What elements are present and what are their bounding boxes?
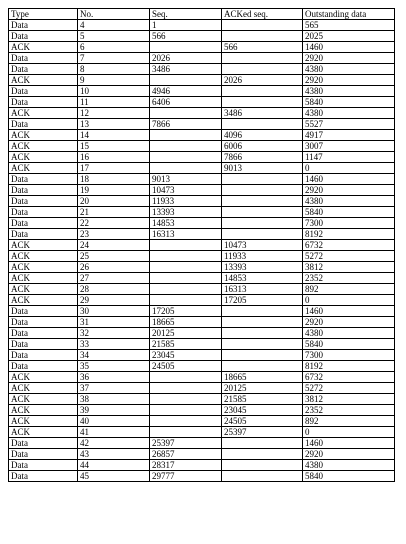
header-outstanding-data: Outstanding data bbox=[303, 9, 395, 20]
table-row bbox=[9, 64, 395, 75]
table-row bbox=[9, 97, 395, 108]
acked-seq-cell: 13393 bbox=[222, 262, 303, 273]
seq-cell bbox=[150, 262, 222, 273]
type-cell: Data bbox=[9, 53, 78, 64]
seq-cell: 21585 bbox=[150, 339, 222, 350]
type-cell: Data bbox=[9, 196, 78, 207]
no-cell: 37 bbox=[78, 383, 150, 394]
type-cell: ACK bbox=[9, 240, 78, 251]
outstanding-data-cell: 1460 bbox=[303, 174, 395, 185]
table-row bbox=[9, 218, 395, 229]
seq-cell bbox=[150, 152, 222, 163]
seq-cell bbox=[150, 251, 222, 262]
seq-cell bbox=[150, 42, 222, 53]
type-cell: Data bbox=[9, 471, 78, 482]
acked-seq-cell bbox=[222, 460, 303, 471]
no-cell: 38 bbox=[78, 394, 150, 405]
no-cell: 21 bbox=[78, 207, 150, 218]
seq-cell bbox=[150, 383, 222, 394]
table-row bbox=[9, 295, 395, 306]
seq-cell: 20125 bbox=[150, 328, 222, 339]
table-row bbox=[9, 42, 395, 53]
no-cell: 28 bbox=[78, 284, 150, 295]
type-cell: ACK bbox=[9, 108, 78, 119]
acked-seq-cell bbox=[222, 229, 303, 240]
table-row bbox=[9, 86, 395, 97]
outstanding-data-cell: 2920 bbox=[303, 185, 395, 196]
type-cell: ACK bbox=[9, 416, 78, 427]
acked-seq-cell: 4096 bbox=[222, 130, 303, 141]
no-cell: 20 bbox=[78, 196, 150, 207]
no-cell: 6 bbox=[78, 42, 150, 53]
table-row bbox=[9, 207, 395, 218]
outstanding-data-cell: 1460 bbox=[303, 306, 395, 317]
acked-seq-cell bbox=[222, 20, 303, 31]
seq-cell: 23045 bbox=[150, 350, 222, 361]
table-row bbox=[9, 339, 395, 350]
no-cell: 31 bbox=[78, 317, 150, 328]
table-row bbox=[9, 163, 395, 174]
type-cell: ACK bbox=[9, 163, 78, 174]
type-cell: ACK bbox=[9, 251, 78, 262]
seq-cell: 16313 bbox=[150, 229, 222, 240]
table-row bbox=[9, 394, 395, 405]
acked-seq-cell bbox=[222, 185, 303, 196]
type-cell: Data bbox=[9, 339, 78, 350]
seq-cell: 25397 bbox=[150, 438, 222, 449]
table-row bbox=[9, 460, 395, 471]
acked-seq-cell: 7866 bbox=[222, 152, 303, 163]
acked-seq-cell: 3486 bbox=[222, 108, 303, 119]
acked-seq-cell: 9013 bbox=[222, 163, 303, 174]
seq-cell: 1 bbox=[150, 20, 222, 31]
no-cell: 26 bbox=[78, 262, 150, 273]
seq-cell bbox=[150, 273, 222, 284]
seq-cell: 3486 bbox=[150, 64, 222, 75]
table-row bbox=[9, 284, 395, 295]
table-row bbox=[9, 427, 395, 438]
header-no: No. bbox=[78, 9, 150, 20]
type-cell: Data bbox=[9, 185, 78, 196]
outstanding-data-cell: 6732 bbox=[303, 240, 395, 251]
table-header-row bbox=[9, 9, 395, 20]
no-cell: 15 bbox=[78, 141, 150, 152]
seq-cell: 17205 bbox=[150, 306, 222, 317]
outstanding-data-cell: 4380 bbox=[303, 64, 395, 75]
outstanding-data-cell: 5840 bbox=[303, 471, 395, 482]
type-cell: Data bbox=[9, 207, 78, 218]
outstanding-data-cell: 2352 bbox=[303, 273, 395, 284]
table-row bbox=[9, 152, 395, 163]
type-cell: ACK bbox=[9, 152, 78, 163]
outstanding-data-cell: 5840 bbox=[303, 207, 395, 218]
table-row bbox=[9, 317, 395, 328]
table-row bbox=[9, 20, 395, 31]
type-cell: Data bbox=[9, 361, 78, 372]
seq-cell: 14853 bbox=[150, 218, 222, 229]
seq-cell bbox=[150, 130, 222, 141]
type-cell: Data bbox=[9, 306, 78, 317]
no-cell: 22 bbox=[78, 218, 150, 229]
acked-seq-cell: 23045 bbox=[222, 405, 303, 416]
acked-seq-cell: 21585 bbox=[222, 394, 303, 405]
seq-cell bbox=[150, 416, 222, 427]
no-cell: 10 bbox=[78, 86, 150, 97]
type-cell: Data bbox=[9, 119, 78, 130]
outstanding-data-cell: 5272 bbox=[303, 383, 395, 394]
seq-cell bbox=[150, 372, 222, 383]
table-row bbox=[9, 361, 395, 372]
type-cell: Data bbox=[9, 438, 78, 449]
acked-seq-cell: 10473 bbox=[222, 240, 303, 251]
acked-seq-cell bbox=[222, 174, 303, 185]
outstanding-data-cell: 892 bbox=[303, 416, 395, 427]
table-row bbox=[9, 108, 395, 119]
outstanding-data-cell: 5840 bbox=[303, 97, 395, 108]
seq-cell: 2026 bbox=[150, 53, 222, 64]
outstanding-data-cell: 1460 bbox=[303, 438, 395, 449]
type-cell: Data bbox=[9, 97, 78, 108]
acked-seq-cell: 24505 bbox=[222, 416, 303, 427]
type-cell: Data bbox=[9, 317, 78, 328]
no-cell: 35 bbox=[78, 361, 150, 372]
seq-cell: 24505 bbox=[150, 361, 222, 372]
packet-table bbox=[8, 8, 395, 482]
outstanding-data-cell: 4917 bbox=[303, 130, 395, 141]
outstanding-data-cell: 1460 bbox=[303, 42, 395, 53]
table-row bbox=[9, 449, 395, 460]
outstanding-data-cell: 892 bbox=[303, 284, 395, 295]
type-cell: ACK bbox=[9, 273, 78, 284]
outstanding-data-cell: 4380 bbox=[303, 108, 395, 119]
seq-cell: 28317 bbox=[150, 460, 222, 471]
acked-seq-cell bbox=[222, 328, 303, 339]
acked-seq-cell bbox=[222, 119, 303, 130]
outstanding-data-cell: 1147 bbox=[303, 152, 395, 163]
outstanding-data-cell: 0 bbox=[303, 163, 395, 174]
table-row bbox=[9, 141, 395, 152]
no-cell: 39 bbox=[78, 405, 150, 416]
seq-cell: 13393 bbox=[150, 207, 222, 218]
table-row bbox=[9, 251, 395, 262]
no-cell: 36 bbox=[78, 372, 150, 383]
acked-seq-cell: 6006 bbox=[222, 141, 303, 152]
acked-seq-cell bbox=[222, 64, 303, 75]
outstanding-data-cell: 8192 bbox=[303, 361, 395, 372]
acked-seq-cell bbox=[222, 339, 303, 350]
seq-cell bbox=[150, 163, 222, 174]
acked-seq-cell bbox=[222, 207, 303, 218]
no-cell: 11 bbox=[78, 97, 150, 108]
document-page bbox=[8, 8, 398, 538]
type-cell: ACK bbox=[9, 405, 78, 416]
seq-cell bbox=[150, 295, 222, 306]
acked-seq-cell bbox=[222, 350, 303, 361]
type-cell: Data bbox=[9, 31, 78, 42]
type-cell: Data bbox=[9, 64, 78, 75]
type-cell: Data bbox=[9, 218, 78, 229]
no-cell: 44 bbox=[78, 460, 150, 471]
no-cell: 16 bbox=[78, 152, 150, 163]
seq-cell: 26857 bbox=[150, 449, 222, 460]
no-cell: 34 bbox=[78, 350, 150, 361]
type-cell: ACK bbox=[9, 262, 78, 273]
no-cell: 25 bbox=[78, 251, 150, 262]
acked-seq-cell: 16313 bbox=[222, 284, 303, 295]
table-row bbox=[9, 229, 395, 240]
acked-seq-cell bbox=[222, 97, 303, 108]
no-cell: 4 bbox=[78, 20, 150, 31]
table-body bbox=[9, 20, 395, 482]
no-cell: 19 bbox=[78, 185, 150, 196]
acked-seq-cell: 566 bbox=[222, 42, 303, 53]
acked-seq-cell bbox=[222, 471, 303, 482]
type-cell: ACK bbox=[9, 130, 78, 141]
table-row bbox=[9, 350, 395, 361]
no-cell: 43 bbox=[78, 449, 150, 460]
type-cell: Data bbox=[9, 20, 78, 31]
seq-cell bbox=[150, 141, 222, 152]
header-seq: Seq. bbox=[150, 9, 222, 20]
outstanding-data-cell: 3007 bbox=[303, 141, 395, 152]
table-row bbox=[9, 416, 395, 427]
acked-seq-cell bbox=[222, 86, 303, 97]
outstanding-data-cell: 3812 bbox=[303, 394, 395, 405]
seq-cell: 6406 bbox=[150, 97, 222, 108]
no-cell: 12 bbox=[78, 108, 150, 119]
type-cell: ACK bbox=[9, 383, 78, 394]
no-cell: 7 bbox=[78, 53, 150, 64]
no-cell: 5 bbox=[78, 31, 150, 42]
outstanding-data-cell: 565 bbox=[303, 20, 395, 31]
acked-seq-cell: 14853 bbox=[222, 273, 303, 284]
outstanding-data-cell: 2920 bbox=[303, 449, 395, 460]
acked-seq-cell: 18665 bbox=[222, 372, 303, 383]
acked-seq-cell bbox=[222, 196, 303, 207]
outstanding-data-cell: 4380 bbox=[303, 196, 395, 207]
outstanding-data-cell: 5840 bbox=[303, 339, 395, 350]
seq-cell: 7866 bbox=[150, 119, 222, 130]
outstanding-data-cell: 5272 bbox=[303, 251, 395, 262]
type-cell: ACK bbox=[9, 427, 78, 438]
table-row bbox=[9, 306, 395, 317]
table-row bbox=[9, 471, 395, 482]
type-cell: Data bbox=[9, 229, 78, 240]
no-cell: 30 bbox=[78, 306, 150, 317]
acked-seq-cell bbox=[222, 218, 303, 229]
no-cell: 14 bbox=[78, 130, 150, 141]
acked-seq-cell bbox=[222, 306, 303, 317]
seq-cell: 29777 bbox=[150, 471, 222, 482]
outstanding-data-cell: 2920 bbox=[303, 75, 395, 86]
seq-cell bbox=[150, 240, 222, 251]
acked-seq-cell bbox=[222, 31, 303, 42]
no-cell: 23 bbox=[78, 229, 150, 240]
acked-seq-cell bbox=[222, 317, 303, 328]
type-cell: Data bbox=[9, 460, 78, 471]
seq-cell bbox=[150, 394, 222, 405]
seq-cell bbox=[150, 405, 222, 416]
no-cell: 8 bbox=[78, 64, 150, 75]
type-cell: Data bbox=[9, 350, 78, 361]
table-row bbox=[9, 328, 395, 339]
acked-seq-cell: 2026 bbox=[222, 75, 303, 86]
no-cell: 9 bbox=[78, 75, 150, 86]
seq-cell bbox=[150, 75, 222, 86]
no-cell: 29 bbox=[78, 295, 150, 306]
no-cell: 18 bbox=[78, 174, 150, 185]
header-acked-seq: ACKed seq. bbox=[222, 9, 303, 20]
outstanding-data-cell: 7300 bbox=[303, 350, 395, 361]
no-cell: 45 bbox=[78, 471, 150, 482]
outstanding-data-cell: 6732 bbox=[303, 372, 395, 383]
type-cell: Data bbox=[9, 449, 78, 460]
no-cell: 32 bbox=[78, 328, 150, 339]
acked-seq-cell: 20125 bbox=[222, 383, 303, 394]
table-row bbox=[9, 75, 395, 86]
seq-cell bbox=[150, 108, 222, 119]
table-row bbox=[9, 174, 395, 185]
type-cell: ACK bbox=[9, 42, 78, 53]
outstanding-data-cell: 2025 bbox=[303, 31, 395, 42]
type-cell: ACK bbox=[9, 141, 78, 152]
seq-cell bbox=[150, 284, 222, 295]
acked-seq-cell: 17205 bbox=[222, 295, 303, 306]
no-cell: 33 bbox=[78, 339, 150, 350]
no-cell: 24 bbox=[78, 240, 150, 251]
table-row bbox=[9, 438, 395, 449]
seq-cell: 10473 bbox=[150, 185, 222, 196]
acked-seq-cell bbox=[222, 53, 303, 64]
outstanding-data-cell: 4380 bbox=[303, 86, 395, 97]
table-row bbox=[9, 383, 395, 394]
type-cell: ACK bbox=[9, 372, 78, 383]
no-cell: 17 bbox=[78, 163, 150, 174]
outstanding-data-cell: 4380 bbox=[303, 328, 395, 339]
no-cell: 42 bbox=[78, 438, 150, 449]
acked-seq-cell bbox=[222, 361, 303, 372]
outstanding-data-cell: 2352 bbox=[303, 405, 395, 416]
table-row bbox=[9, 240, 395, 251]
table-row bbox=[9, 185, 395, 196]
no-cell: 13 bbox=[78, 119, 150, 130]
outstanding-data-cell: 4380 bbox=[303, 460, 395, 471]
type-cell: ACK bbox=[9, 295, 78, 306]
table-row bbox=[9, 31, 395, 42]
outstanding-data-cell: 7300 bbox=[303, 218, 395, 229]
outstanding-data-cell: 2920 bbox=[303, 53, 395, 64]
outstanding-data-cell: 0 bbox=[303, 295, 395, 306]
outstanding-data-cell: 5527 bbox=[303, 119, 395, 130]
seq-cell bbox=[150, 427, 222, 438]
table-row bbox=[9, 273, 395, 284]
table-row bbox=[9, 405, 395, 416]
outstanding-data-cell: 0 bbox=[303, 427, 395, 438]
outstanding-data-cell: 8192 bbox=[303, 229, 395, 240]
seq-cell: 18665 bbox=[150, 317, 222, 328]
header-type: Type bbox=[9, 9, 78, 20]
type-cell: ACK bbox=[9, 394, 78, 405]
type-cell: Data bbox=[9, 328, 78, 339]
type-cell: Data bbox=[9, 86, 78, 97]
seq-cell: 11933 bbox=[150, 196, 222, 207]
type-cell: Data bbox=[9, 174, 78, 185]
table-row bbox=[9, 196, 395, 207]
table-row bbox=[9, 119, 395, 130]
acked-seq-cell: 25397 bbox=[222, 427, 303, 438]
type-cell: ACK bbox=[9, 75, 78, 86]
outstanding-data-cell: 2920 bbox=[303, 317, 395, 328]
no-cell: 41 bbox=[78, 427, 150, 438]
table-row bbox=[9, 262, 395, 273]
acked-seq-cell bbox=[222, 449, 303, 460]
table-row bbox=[9, 130, 395, 141]
seq-cell: 566 bbox=[150, 31, 222, 42]
no-cell: 27 bbox=[78, 273, 150, 284]
outstanding-data-cell: 3812 bbox=[303, 262, 395, 273]
no-cell: 40 bbox=[78, 416, 150, 427]
table-row bbox=[9, 372, 395, 383]
acked-seq-cell: 11933 bbox=[222, 251, 303, 262]
seq-cell: 4946 bbox=[150, 86, 222, 97]
type-cell: ACK bbox=[9, 284, 78, 295]
table-row bbox=[9, 53, 395, 64]
seq-cell: 9013 bbox=[150, 174, 222, 185]
acked-seq-cell bbox=[222, 438, 303, 449]
